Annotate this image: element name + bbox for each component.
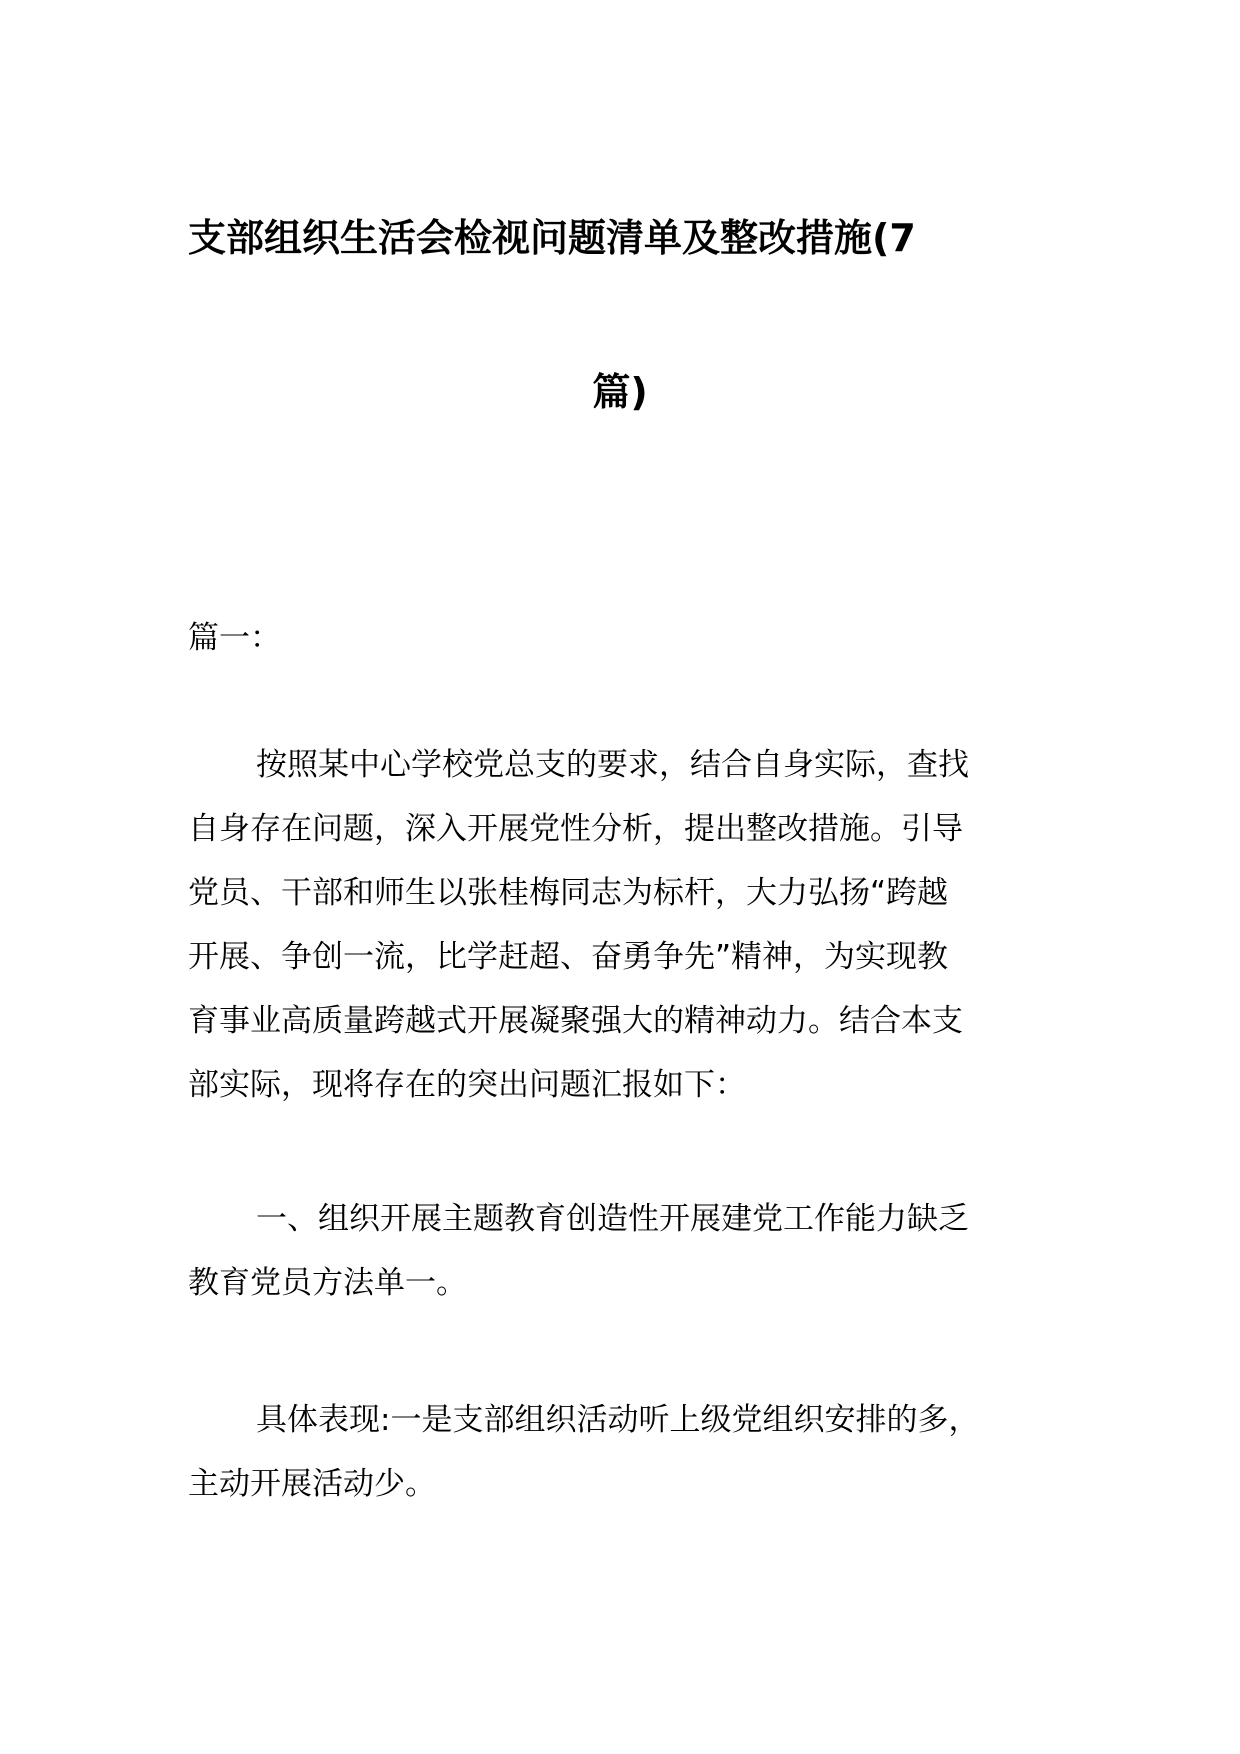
paragraph-line: 开展、争创一流，比学赶超、奋勇争先”精神，为实现教 bbox=[188, 939, 949, 975]
document-title-line-2: 篇) bbox=[592, 370, 648, 414]
paragraph-line: 育事业高质量跨越式开展凝聚强大的精神动力。结合本支 bbox=[188, 1003, 963, 1039]
section-label: 篇一： bbox=[188, 620, 281, 656]
paragraph-line: 部实际，现将存在的突出问题汇报如下： bbox=[188, 1067, 746, 1103]
document-title-line-1: 支部组织生活会检视问题清单及整改措施(7 bbox=[188, 216, 916, 260]
paragraph-2 bbox=[188, 1187, 1052, 1315]
paragraph-3 bbox=[188, 1388, 1052, 1516]
paragraph-line: 具体表现:一是支部组织活动听上级党组织安排的多， bbox=[256, 1402, 980, 1438]
paragraph-line: 教育党员方法单一。 bbox=[188, 1265, 467, 1301]
paragraph-1 bbox=[188, 733, 1052, 1117]
paragraph-line: 自身存在问题，深入开展党性分析，提出整改措施。引导 bbox=[188, 811, 963, 847]
paragraph-line: 主动开展活动少。 bbox=[188, 1466, 436, 1502]
paragraph-line: 一、组织开展主题教育创造性开展建党工作能力缺乏 bbox=[256, 1201, 969, 1237]
paragraph-line: 按照某中心学校党总支的要求，结合自身实际，查找 bbox=[256, 747, 969, 783]
paragraph-line: 党员、干部和师生以张桂梅同志为标杆，大力弘扬“跨越 bbox=[188, 875, 949, 911]
